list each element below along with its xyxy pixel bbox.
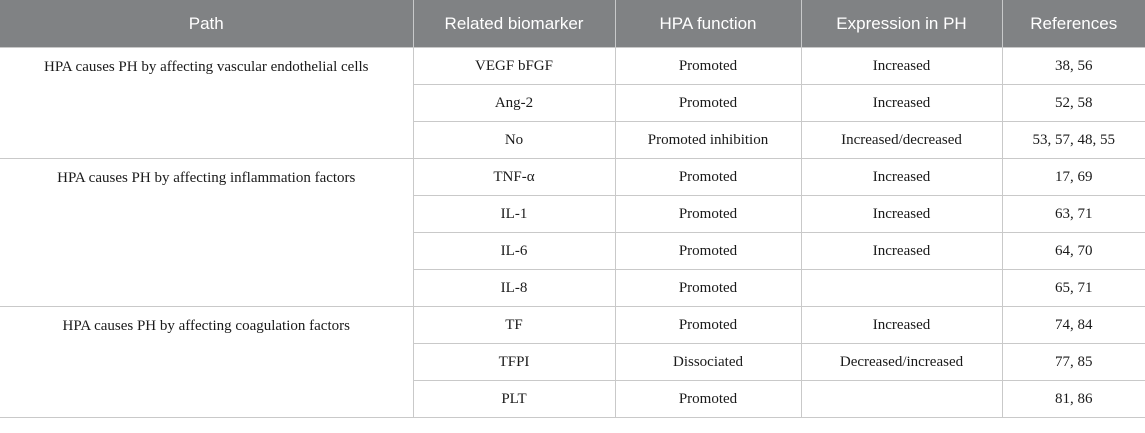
header-path: Path (0, 0, 413, 48)
references-cell: 65, 71 (1002, 270, 1145, 307)
function-cell: Promoted (615, 233, 801, 270)
function-cell: Dissociated (615, 344, 801, 381)
expression-cell (801, 381, 1002, 418)
references-cell: 64, 70 (1002, 233, 1145, 270)
header-hpa-function: HPA function (615, 0, 801, 48)
expression-cell: Increased/decreased (801, 122, 1002, 159)
biomarker-cell: IL-6 (413, 233, 615, 270)
biomarker-cell: Ang-2 (413, 85, 615, 122)
biomarker-cell: TF (413, 307, 615, 344)
biomarker-cell: No (413, 122, 615, 159)
function-cell: Promoted inhibition (615, 122, 801, 159)
header-related-biomarker: Related biomarker (413, 0, 615, 48)
biomarker-cell: VEGF bFGF (413, 48, 615, 85)
references-cell: 77, 85 (1002, 344, 1145, 381)
references-cell: 81, 86 (1002, 381, 1145, 418)
expression-cell: Increased (801, 196, 1002, 233)
expression-cell (801, 270, 1002, 307)
references-cell: 74, 84 (1002, 307, 1145, 344)
expression-cell: Increased (801, 48, 1002, 85)
biomarker-cell: TFPI (413, 344, 615, 381)
expression-cell: Decreased/increased (801, 344, 1002, 381)
header-expression-in-ph: Expression in PH (801, 0, 1002, 48)
expression-cell: Increased (801, 159, 1002, 196)
path-cell: HPA causes PH by affecting inflammation factors (0, 159, 413, 307)
function-cell: Promoted (615, 159, 801, 196)
biomarker-cell: TNF-α (413, 159, 615, 196)
function-cell: Promoted (615, 85, 801, 122)
path-cell: HPA causes PH by affecting vascular endothelial cells (0, 48, 413, 159)
header-row (0, 0, 1145, 48)
references-cell: 53, 57, 48, 55 (1002, 122, 1145, 159)
biomarker-cell: IL-1 (413, 196, 615, 233)
references-cell: 17, 69 (1002, 159, 1145, 196)
expression-cell: Increased (801, 85, 1002, 122)
expression-cell: Increased (801, 307, 1002, 344)
table-row (0, 159, 1145, 196)
function-cell: Promoted (615, 270, 801, 307)
references-cell: 63, 71 (1002, 196, 1145, 233)
references-cell: 38, 56 (1002, 48, 1145, 85)
biomarker-cell: IL-8 (413, 270, 615, 307)
path-cell: HPA causes PH by affecting coagulation factors (0, 307, 413, 418)
function-cell: Promoted (615, 196, 801, 233)
function-cell: Promoted (615, 48, 801, 85)
biomarker-cell: PLT (413, 381, 615, 418)
expression-cell: Increased (801, 233, 1002, 270)
table-row (0, 48, 1145, 85)
header-references: References (1002, 0, 1145, 48)
function-cell: Promoted (615, 381, 801, 418)
references-cell: 52, 58 (1002, 85, 1145, 122)
table-row (0, 307, 1145, 344)
function-cell: Promoted (615, 307, 801, 344)
